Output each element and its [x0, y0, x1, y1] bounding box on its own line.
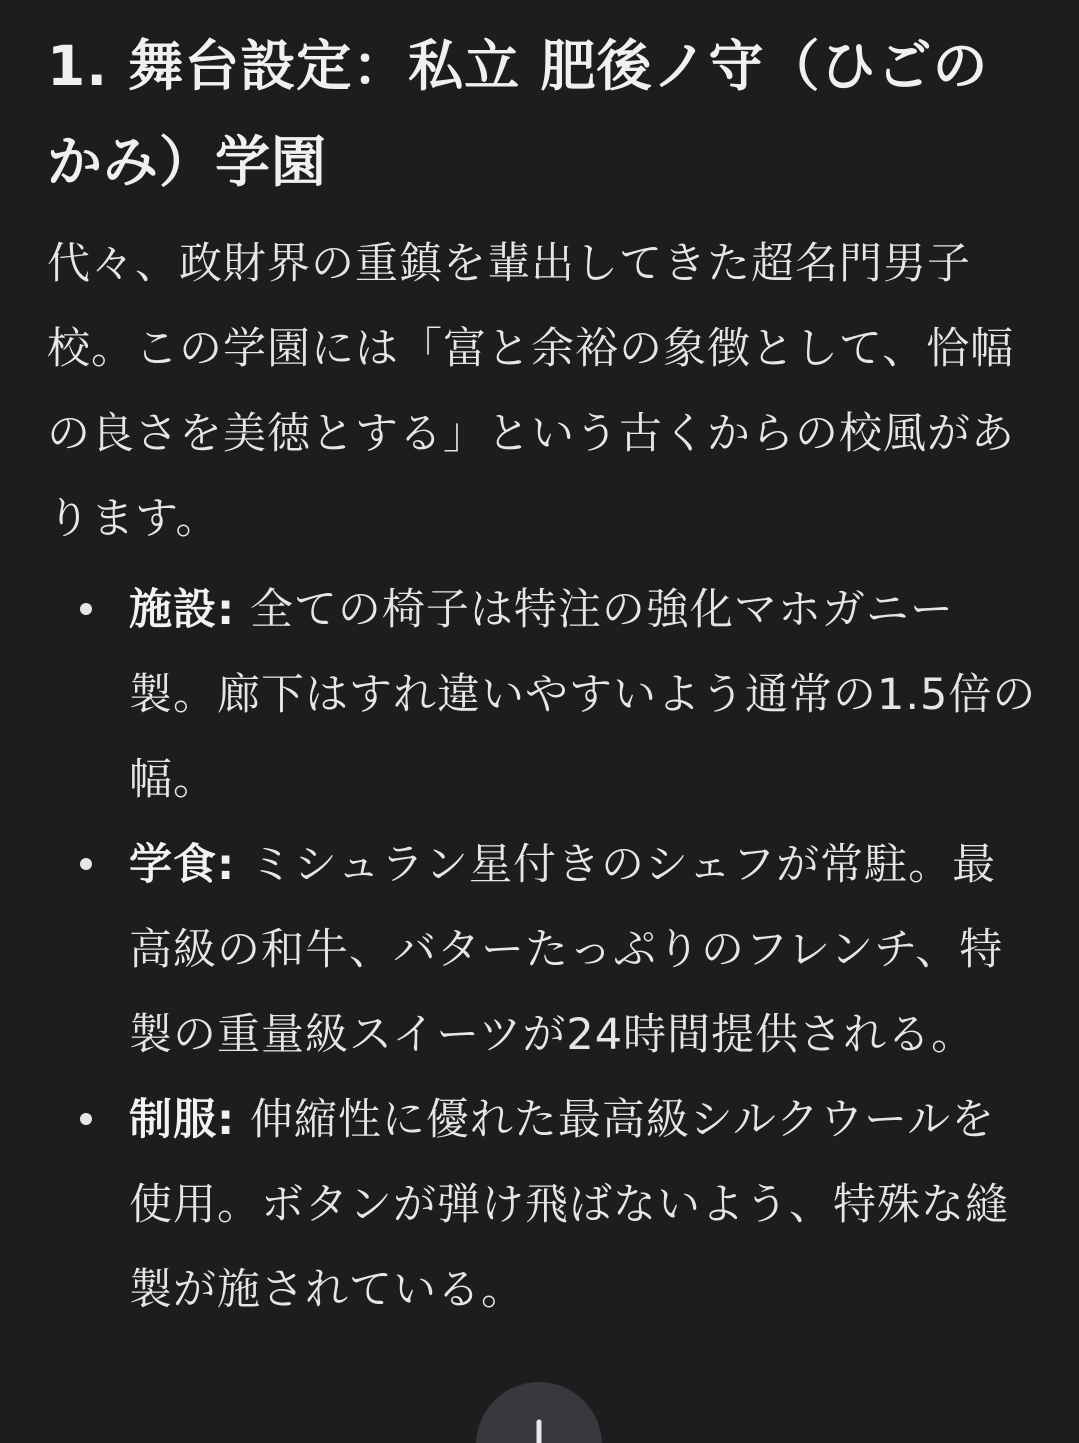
- arrow-down-icon: [519, 1418, 559, 1443]
- bullet-list: [47, 568, 1037, 1333]
- bullet-text: 全ての椅子は特注の強化マホガニー製。廊下はすれ違いやすいよう通常の1.5倍の幅。: [129, 585, 1037, 805]
- scroll-down-button[interactable]: [476, 1382, 602, 1443]
- bullet-icon: [80, 858, 92, 870]
- list-item-cafeteria: [47, 823, 1037, 1078]
- section-heading: 1. 舞台設定：私立 肥後ノ守（ひごのかみ）学園: [47, 34, 989, 194]
- bullet-label: 施設:: [129, 585, 236, 635]
- bullet-icon: [80, 603, 92, 615]
- bullet-label: 制服:: [129, 1095, 236, 1145]
- bullet-icon: [80, 1113, 92, 1125]
- bullet-text: ミシュラン星付きのシェフが常駐。最高級の和牛、バターたっぷりのフレンチ、特製の重量級スイーツが24時間提供される。: [129, 840, 1004, 1060]
- response-content: [47, 18, 1037, 1333]
- bullet-label: 学食:: [129, 840, 236, 890]
- list-item-facilities: [47, 568, 1037, 823]
- list-item-uniform: [47, 1078, 1037, 1333]
- bullet-text: 伸縮性に優れた最高級シルクウールを使用。ボタンが弾け飛ばないよう、特殊な縫製が施されている。: [129, 1095, 1009, 1315]
- intro-paragraph: 代々、政財界の重鎮を輩出してきた超名門男子校。この学園には「富と余裕の象徴として、恰幅の良さを美徳とする」という古くからの校風があります。: [47, 239, 1015, 544]
